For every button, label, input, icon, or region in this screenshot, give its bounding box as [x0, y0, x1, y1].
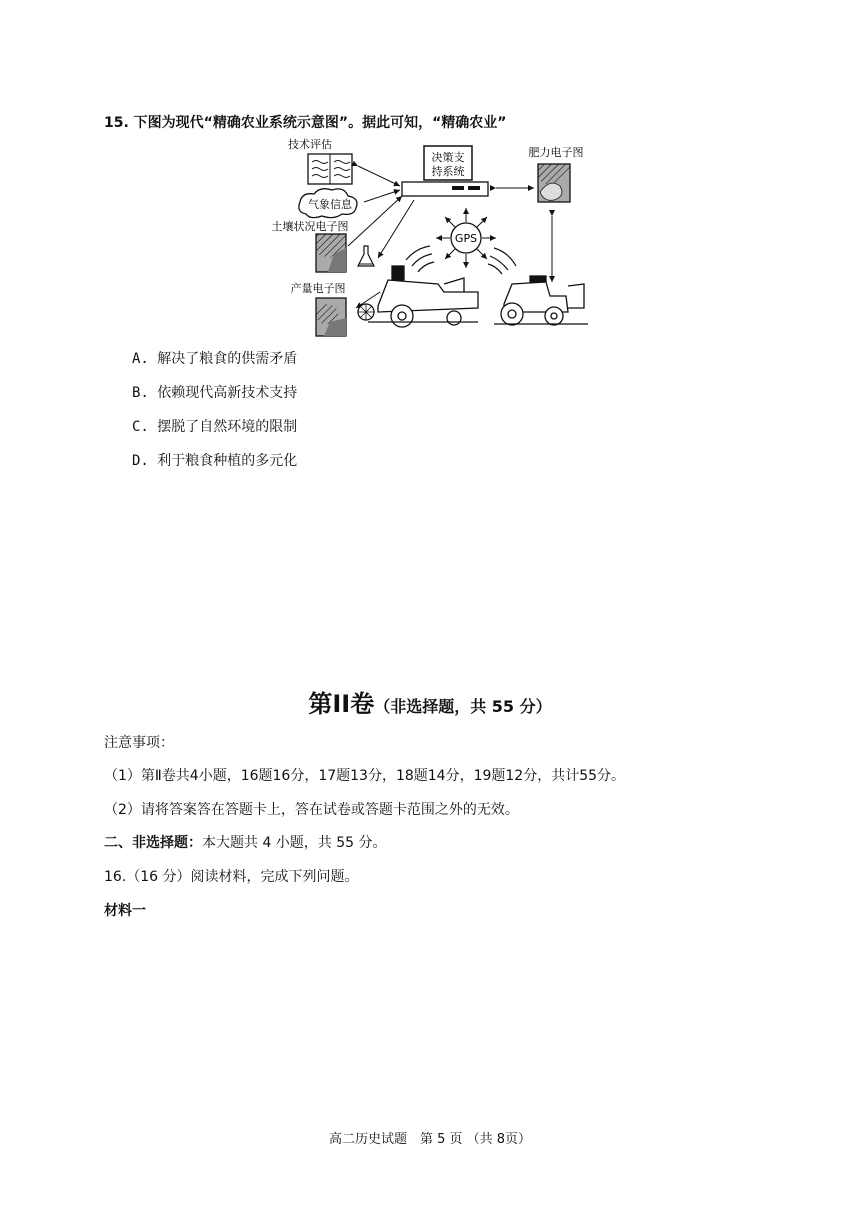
weather-label: 气象信息 [308, 198, 352, 211]
precision-agriculture-diagram [268, 136, 600, 342]
section-2-title-main: 第II卷 [308, 690, 375, 718]
option-d[interactable]: D. 利于粮食种植的多元化 [132, 453, 298, 469]
fertilizer-map-label: 肥力电子图 [528, 146, 584, 159]
note-2: （2）请将答案答在答题卡上，答在试卷或答题卡范围之外的无效。 [104, 802, 519, 818]
combine-harvester-icon [358, 266, 478, 327]
tractor-icon [494, 276, 588, 325]
part-2-text: 本大题共 4 小题，共 55 分。 [202, 835, 387, 851]
note-1: （1）第Ⅱ卷共4小题，16题16分，17题13分，18题14分，19题12分，共计55分。 [104, 768, 626, 784]
page-footer: 高二历史试题 第 5 页 （共 8页） [328, 1132, 532, 1147]
tech-eval-icon [308, 154, 352, 184]
decision-label-1: 决策支 [431, 151, 465, 164]
soil-map-icon [316, 234, 346, 272]
material-1-label: 材料一 [104, 903, 146, 919]
soil-map-label: 土壤状况电子图 [271, 220, 349, 233]
part-2-heading [104, 832, 387, 852]
notes-label: 注意事项： [104, 735, 174, 751]
question-16: 16.（16 分）阅读材料，完成下列问题。 [104, 869, 359, 885]
option-a[interactable]: A. 解决了粮食的供需矛盾 [132, 351, 298, 367]
part-2-label: 二、非选择题： [104, 835, 202, 851]
question-15-stem: 15. 下图为现代“精确农业系统示意图”。据此可知，“精确农业” [104, 115, 507, 131]
section-2-title [0, 684, 860, 719]
yield-map-label: 产量电子图 [290, 282, 346, 295]
section-2-title-sub: （非选择题，共 55 分） [374, 697, 552, 716]
gps-label: GPS [454, 232, 478, 245]
option-b[interactable]: B. 依赖现代高新技术支持 [132, 385, 298, 401]
option-c[interactable]: C. 摆脱了自然环境的限制 [132, 419, 298, 435]
tech-eval-label: 技术评估 [288, 138, 332, 151]
decision-label-2: 持系统 [431, 165, 465, 178]
flask-icon [358, 246, 374, 266]
fertilizer-map-icon [538, 164, 570, 202]
yield-map-icon [316, 298, 346, 336]
